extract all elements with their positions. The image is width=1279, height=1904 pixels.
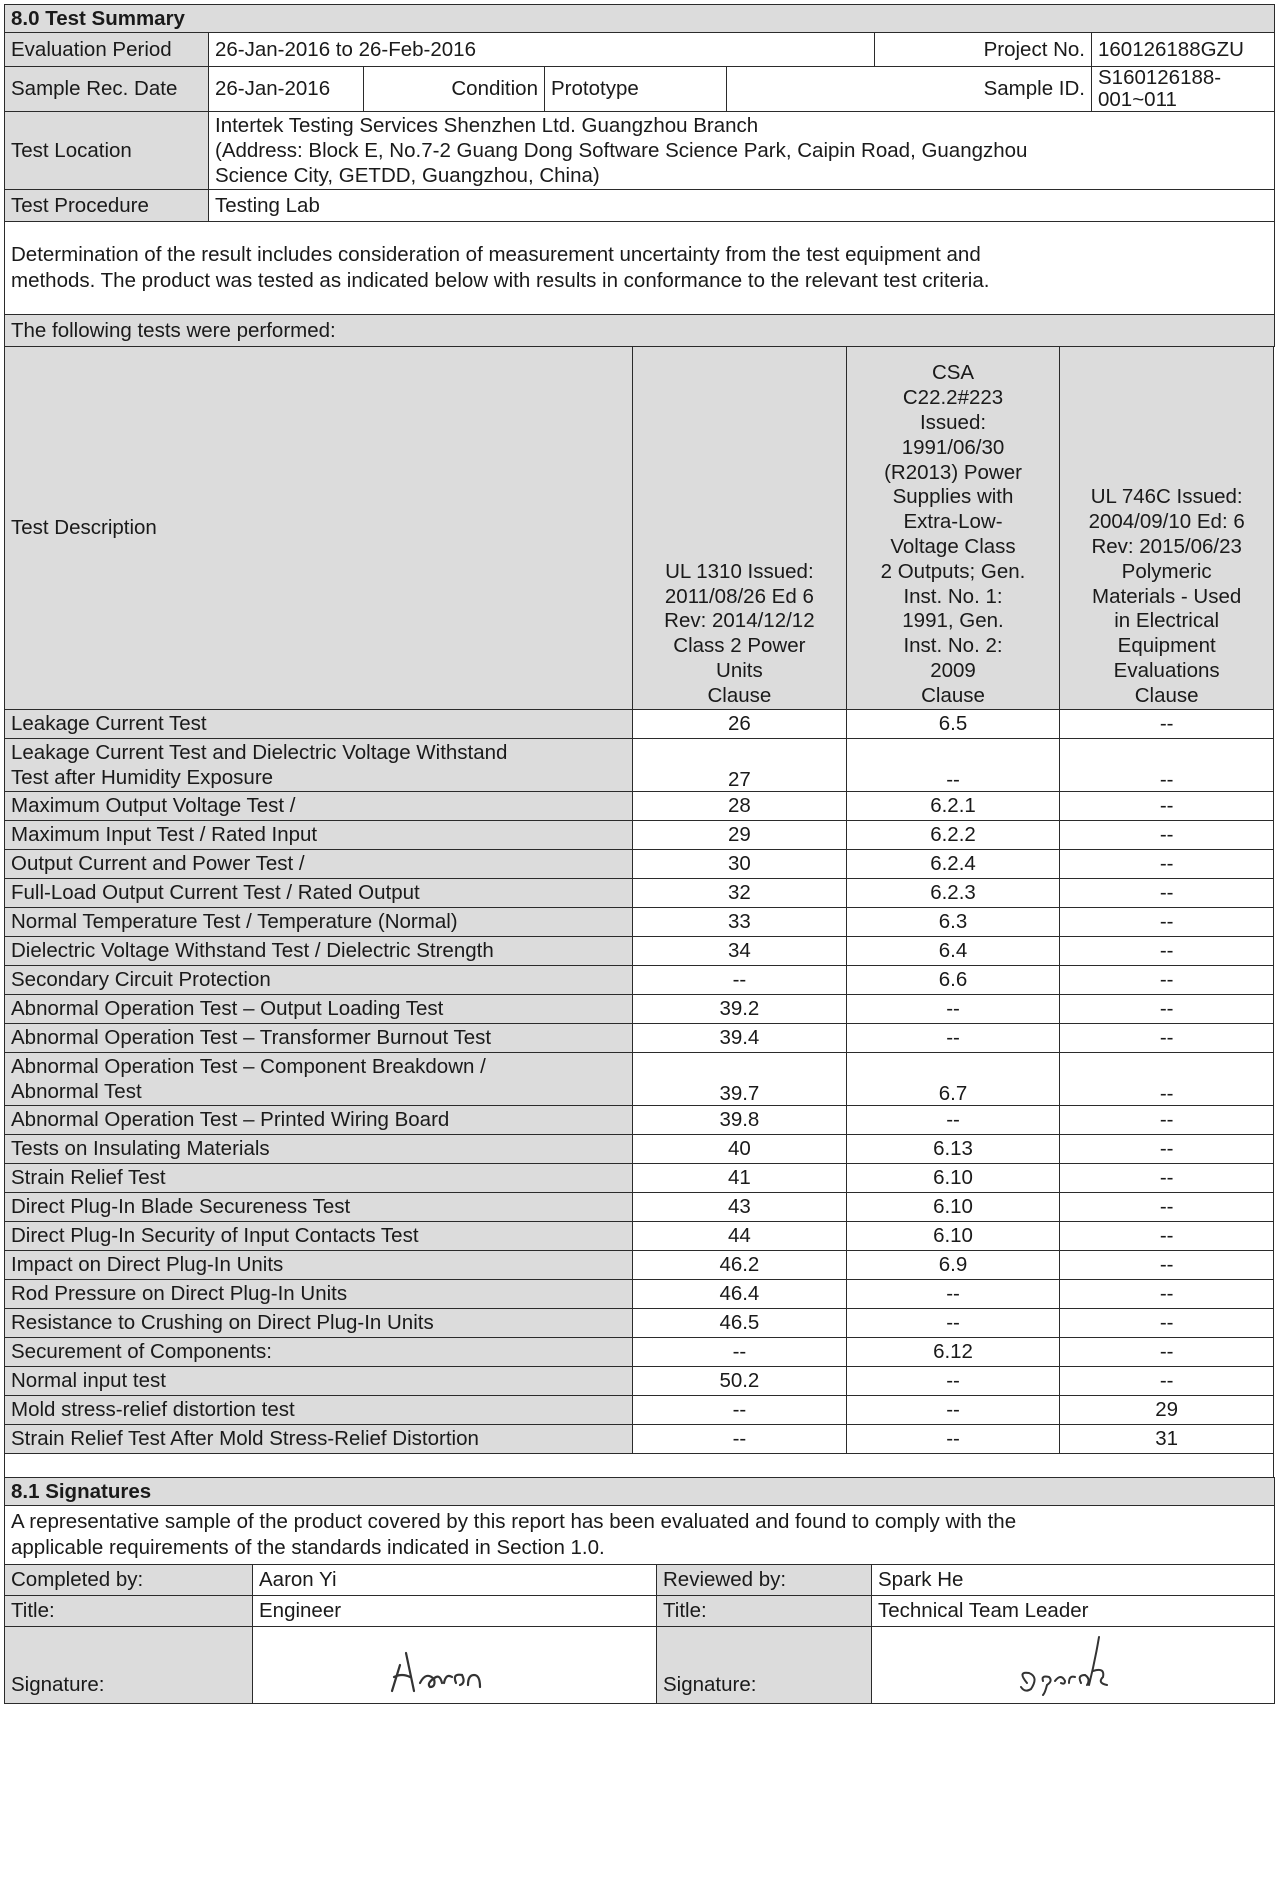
test-summary-table: [4, 4, 1275, 347]
clause-c2: 6.10: [846, 1163, 1060, 1192]
table-row: [5, 1337, 1274, 1366]
test-name: Output Current and Power Test /: [5, 849, 633, 878]
clause-c2: --: [846, 1105, 1060, 1134]
standard-header-line: Clause: [1134, 683, 1199, 707]
table-row: [5, 1250, 1274, 1279]
evaluation-period-label: Evaluation Period: [5, 33, 209, 67]
standard-ul746c-header: [1060, 346, 1274, 709]
clause-c1: --: [633, 1337, 847, 1366]
clause-c3: --: [1060, 1052, 1274, 1105]
clause-c3: --: [1060, 1279, 1274, 1308]
clause-c1: 41: [633, 1163, 847, 1192]
clause-c2: 6.7: [846, 1052, 1060, 1105]
standard-header-line: Polymeric: [1121, 559, 1212, 583]
clause-c1: 46.2: [633, 1250, 847, 1279]
table-row: [5, 1163, 1274, 1192]
standard-header-line: UL 1310 Issued:: [665, 559, 814, 583]
signature-label-right: Signature:: [657, 1627, 872, 1704]
standard-header-line: Voltage Class: [890, 534, 1016, 558]
clause-c3: --: [1060, 907, 1274, 936]
clause-c3: --: [1060, 1163, 1274, 1192]
table-row: [5, 936, 1274, 965]
clause-c2: 6.9: [846, 1250, 1060, 1279]
clause-c2: --: [846, 1023, 1060, 1052]
clause-c2: 6.3: [846, 907, 1060, 936]
sample-id-line-2: 001~011: [1098, 88, 1177, 111]
test-name: Resistance to Crushing on Direct Plug-In Units: [5, 1308, 633, 1337]
test-name: Rod Pressure on Direct Plug-In Units: [5, 1279, 633, 1308]
compliance-statement: [5, 1506, 1275, 1565]
sample-rec-date-value: 26-Jan-2016: [209, 67, 364, 112]
spacer-row: [5, 1453, 1274, 1478]
clause-c3: --: [1060, 738, 1274, 791]
table-row: [5, 1192, 1274, 1221]
test-name: Strain Relief Test: [5, 1163, 633, 1192]
clause-c1: 43: [633, 1192, 847, 1221]
handwritten-signature-aaron: [380, 1643, 530, 1697]
test-location-line-3: Science City, GETDD, Guangzhou, China): [215, 164, 600, 187]
standard-header-line: Clause: [921, 683, 985, 707]
standard-header-line: Evaluations: [1113, 658, 1220, 682]
clause-c3: --: [1060, 1105, 1274, 1134]
clause-c2: --: [846, 1395, 1060, 1424]
table-row: [5, 1105, 1274, 1134]
clause-c3: --: [1060, 1134, 1274, 1163]
clause-c2: --: [846, 994, 1060, 1023]
test-name: Dielectric Voltage Withstand Test / Dielectric Strength: [5, 936, 633, 965]
clause-c3: --: [1060, 1250, 1274, 1279]
clause-c3: --: [1060, 1221, 1274, 1250]
reviewed-by-label: Reviewed by:: [657, 1565, 872, 1596]
test-name: Maximum Input Test / Rated Input: [5, 820, 633, 849]
sample-rec-date-label: Sample Rec. Date: [5, 67, 209, 112]
table-row: [5, 1052, 1274, 1105]
table-row: [5, 994, 1274, 1023]
test-name: Tests on Insulating Materials: [5, 1134, 633, 1163]
standard-header-line: Extra-Low-: [903, 510, 1003, 534]
test-name-line-2: Test after Humidity Exposure: [11, 765, 274, 789]
reviewed-by-value: Spark He: [872, 1565, 1275, 1596]
clause-c3: --: [1060, 820, 1274, 849]
clause-c3: --: [1060, 1308, 1274, 1337]
table-row: [5, 820, 1274, 849]
test-name: Leakage Current Test: [5, 709, 633, 738]
completed-by-label: Completed by:: [5, 1565, 253, 1596]
clause-c1: 34: [633, 936, 847, 965]
sample-id-label: Sample ID.: [727, 67, 1092, 112]
clause-c1: --: [633, 1424, 847, 1453]
clause-c3: --: [1060, 994, 1274, 1023]
clause-c3: --: [1060, 1023, 1274, 1052]
table-row: [5, 965, 1274, 994]
test-location-label: Test Location: [5, 112, 209, 190]
standard-header-line: 1991/06/30: [901, 435, 1005, 459]
clause-c1: 40: [633, 1134, 847, 1163]
clause-c2: --: [846, 1279, 1060, 1308]
title-label-right: Title:: [657, 1596, 872, 1627]
test-name-line-1: Leakage Current Test and Dielectric Voltage Withstand: [11, 740, 508, 764]
clause-c1: 39.7: [633, 1052, 847, 1105]
table-row: [5, 1308, 1274, 1337]
clause-c1: 39.2: [633, 994, 847, 1023]
clause-c1: 27: [633, 738, 847, 791]
clause-c1: 44: [633, 1221, 847, 1250]
condition-label: Condition: [364, 67, 545, 112]
test-name: Full-Load Output Current Test / Rated Output: [5, 878, 633, 907]
clause-c2: --: [846, 1424, 1060, 1453]
clause-c2: 6.13: [846, 1134, 1060, 1163]
signatures-table: [4, 1477, 1275, 1704]
clause-c1: 46.5: [633, 1308, 847, 1337]
clause-c1: 30: [633, 849, 847, 878]
clause-c3: --: [1060, 965, 1274, 994]
standard-header-line: 2009: [930, 658, 976, 682]
standard-header-line: Clause: [707, 683, 772, 707]
clause-c2: --: [846, 738, 1060, 791]
table-row: [5, 709, 1274, 738]
test-name: Abnormal Operation Test – Output Loading Test: [5, 994, 633, 1023]
clause-c1: --: [633, 965, 847, 994]
signature-right-cell: [872, 1627, 1275, 1704]
clause-c2: 6.10: [846, 1192, 1060, 1221]
clause-c1: 32: [633, 878, 847, 907]
clause-c1: 39.8: [633, 1105, 847, 1134]
standard-ul1310-header: [633, 346, 847, 709]
clause-c2: 6.2.4: [846, 849, 1060, 878]
clause-c1: 50.2: [633, 1366, 847, 1395]
clause-c2: --: [846, 1366, 1060, 1395]
title-value-left: Engineer: [253, 1596, 657, 1627]
test-description-header: Test Description: [5, 346, 633, 709]
standard-header-line: Inst. No. 1:: [903, 584, 1003, 608]
standard-header-line: in Electrical: [1114, 609, 1220, 633]
project-no-label: Project No.: [875, 33, 1092, 67]
standard-header-line: Inst. No. 2:: [903, 634, 1003, 658]
standard-header-line: 2 Outputs; Gen.: [880, 559, 1026, 583]
clause-c2: 6.4: [846, 936, 1060, 965]
tests-performed-label: The following tests were performed:: [5, 315, 1275, 347]
test-name: Impact on Direct Plug-In Units: [5, 1250, 633, 1279]
standard-header-line: CSA: [931, 361, 975, 385]
clause-c1: 28: [633, 791, 847, 820]
standard-header-line: 2004/09/10 Ed: 6: [1088, 510, 1245, 534]
table-row: [5, 1366, 1274, 1395]
clause-c3: --: [1060, 1366, 1274, 1395]
clause-c3: --: [1060, 1337, 1274, 1366]
standard-header-line: 1991, Gen.: [902, 609, 1004, 633]
section-heading-test-summary: 8.0 Test Summary: [5, 5, 1275, 33]
clause-c3: 31: [1060, 1424, 1274, 1453]
test-name: Direct Plug-In Security of Input Contacts Test: [5, 1221, 633, 1250]
tests-performed-table: [4, 346, 1274, 1479]
clause-c3: 29: [1060, 1395, 1274, 1424]
clause-c3: --: [1060, 878, 1274, 907]
table-row: [5, 1279, 1274, 1308]
test-name: Direct Plug-In Blade Secureness Test: [5, 1192, 633, 1221]
table-row: [5, 878, 1274, 907]
test-name: Mold stress-relief distortion test: [5, 1395, 633, 1424]
standard-header-line: Supplies with: [892, 485, 1014, 509]
table-row: [5, 849, 1274, 878]
test-location-line-1: Intertek Testing Services Shenzhen Ltd. Guangzhou Branch: [215, 114, 759, 137]
standard-csa-header: [846, 346, 1060, 709]
standard-header-line: Equipment: [1117, 634, 1216, 658]
clause-c3: --: [1060, 936, 1274, 965]
clause-c3: --: [1060, 791, 1274, 820]
standard-header-line: Class 2 Power: [673, 634, 806, 658]
table-row: [5, 1023, 1274, 1052]
table-row: [5, 738, 1274, 791]
standard-header-line: 2011/08/26 Ed 6: [664, 584, 814, 608]
test-location-line-2: (Address: Block E, No.7-2 Guang Dong Software Science Park, Caipin Road, Guangzhou: [215, 139, 1028, 162]
clause-c1: 29: [633, 820, 847, 849]
clause-c3: --: [1060, 849, 1274, 878]
test-name: Normal Temperature Test / Temperature (Normal): [5, 907, 633, 936]
test-name: Secondary Circuit Protection: [5, 965, 633, 994]
standard-header-line: C22.2#223: [902, 386, 1004, 410]
test-name: Maximum Output Voltage Test /: [5, 791, 633, 820]
determination-line-2: methods. The product was tested as indicated below with results in conformance to the relevant test criteria.: [11, 269, 990, 292]
title-value-right: Technical Team Leader: [872, 1596, 1275, 1627]
standard-header-line: Issued:: [919, 410, 987, 434]
clause-c2: 6.10: [846, 1221, 1060, 1250]
test-name: [5, 1052, 633, 1105]
handwritten-signature-spark: [1003, 1631, 1143, 1697]
determination-paragraph: [5, 222, 1275, 315]
clause-c1: 33: [633, 907, 847, 936]
test-name: Strain Relief Test After Mold Stress-Relief Distortion: [5, 1424, 633, 1453]
determination-line-1: Determination of the result includes consideration of measurement uncertainty from the test equipment and: [11, 243, 981, 266]
table-row: [5, 1395, 1274, 1424]
sample-id-line-1: S160126188-: [1098, 66, 1222, 89]
clause-c3: --: [1060, 1192, 1274, 1221]
completed-by-value: Aaron Yi: [253, 1565, 657, 1596]
clause-c1: 46.4: [633, 1279, 847, 1308]
test-name: Normal input test: [5, 1366, 633, 1395]
table-row: [5, 791, 1274, 820]
test-name: [5, 738, 633, 791]
test-name-line-2: Abnormal Test: [11, 1079, 142, 1103]
table-row: [5, 1221, 1274, 1250]
standard-header-line: (R2013) Power: [884, 460, 1022, 484]
standard-header-line: Rev: 2014/12/12: [664, 609, 815, 633]
test-name-line-1: Abnormal Operation Test – Component Breakdown /: [11, 1054, 486, 1078]
clause-c1: 26: [633, 709, 847, 738]
test-name: Abnormal Operation Test – Transformer Burnout Test: [5, 1023, 633, 1052]
table-row: [5, 1134, 1274, 1163]
condition-value: Prototype: [545, 67, 727, 112]
signature-left-cell: [253, 1627, 657, 1704]
clause-c2: --: [846, 1308, 1060, 1337]
clause-c2: 6.2.3: [846, 878, 1060, 907]
clause-c1: --: [633, 1395, 847, 1424]
test-name: Securement of Components:: [5, 1337, 633, 1366]
standard-header-line: Rev: 2015/06/23: [1091, 534, 1242, 558]
sample-id-value: [1092, 67, 1275, 112]
signature-label-left: Signature:: [5, 1627, 253, 1704]
table-row: [5, 907, 1274, 936]
clause-c3: --: [1060, 709, 1274, 738]
standard-header-line: Units: [716, 658, 763, 682]
table-row: [5, 1424, 1274, 1453]
compliance-statement-line-2: applicable requirements of the standards indicated in Section 1.0.: [11, 1536, 605, 1559]
clause-c2: 6.2.2: [846, 820, 1060, 849]
test-name: Abnormal Operation Test – Printed Wiring Board: [5, 1105, 633, 1134]
standard-header-line: UL 746C Issued:: [1090, 485, 1243, 509]
clause-c2: 6.5: [846, 709, 1060, 738]
test-procedure-label: Test Procedure: [5, 190, 209, 222]
clause-c1: 39.4: [633, 1023, 847, 1052]
section-heading-signatures: 8.1 Signatures: [5, 1478, 1275, 1506]
test-location-value: [209, 112, 1275, 190]
compliance-statement-line-1: A representative sample of the product covered by this report has been evaluated and found to comply with the: [11, 1510, 1017, 1533]
evaluation-period-value: 26-Jan-2016 to 26-Feb-2016: [209, 33, 875, 67]
clause-c2: 6.2.1: [846, 791, 1060, 820]
clause-c2: 6.6: [846, 965, 1060, 994]
test-procedure-value: Testing Lab: [209, 190, 1275, 222]
standard-header-line: Materials - Used: [1092, 584, 1242, 608]
project-no-value: 160126188GZU: [1092, 33, 1275, 67]
title-label-left: Title:: [5, 1596, 253, 1627]
clause-c2: 6.12: [846, 1337, 1060, 1366]
